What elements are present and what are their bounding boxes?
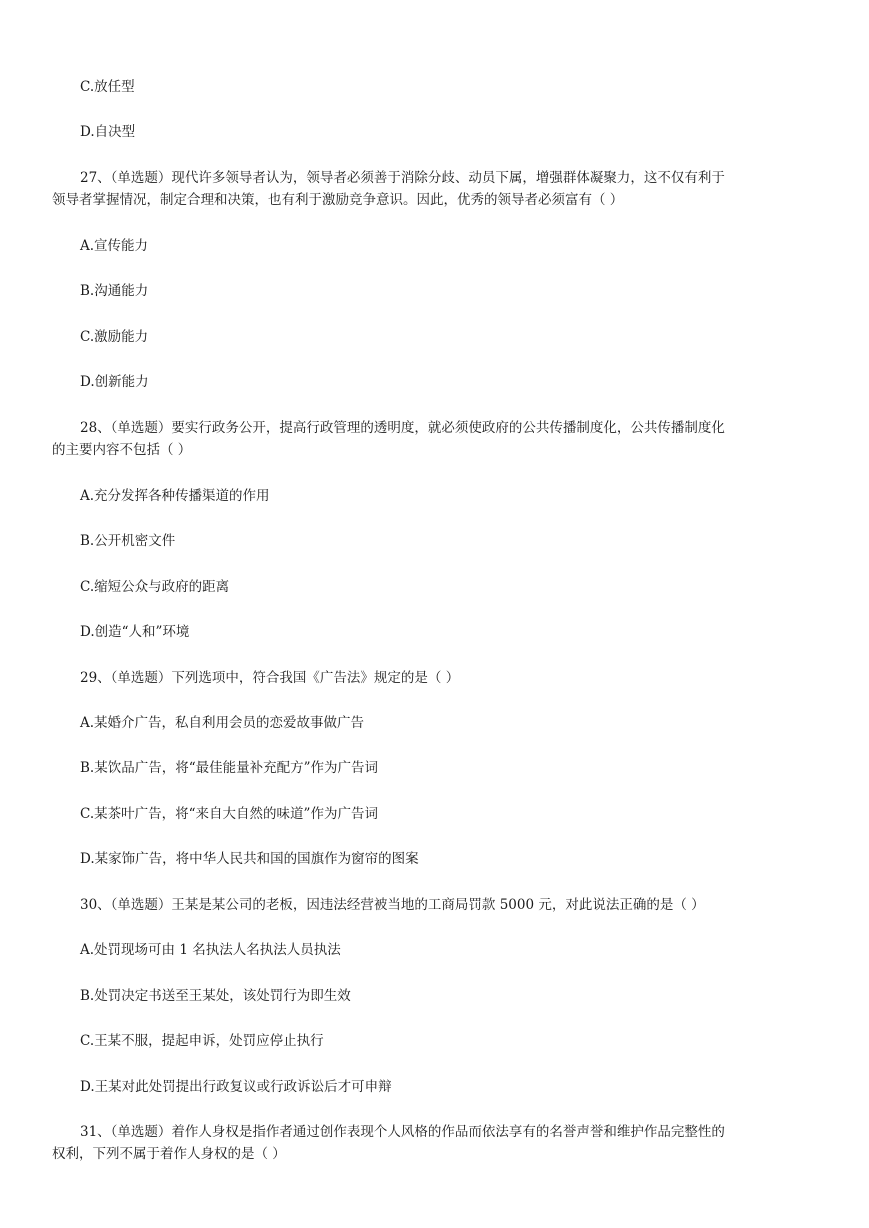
option-line: A.宣传能力 xyxy=(80,238,149,254)
option-line: D.创新能力 xyxy=(80,374,149,390)
option-line: C.王某不服，提起申诉，处罚应停止执行 xyxy=(80,1033,324,1049)
option-line: D.自决型 xyxy=(80,124,136,140)
option-line: A.充分发挥各种传播渠道的作用 xyxy=(80,488,270,504)
question-stem: 31、（单选题）着作人身权是指作者通过创作表现个人风格的作品而依法享有的名誉声誉和维护作品完整性的 xyxy=(80,1124,725,1140)
option-line: B.某饮品广告，将“最佳能量补充配方”作为广告词 xyxy=(80,760,379,776)
option-line: C.放任型 xyxy=(80,79,135,95)
question-stem-continued: 权利，下列不属于着作人身权的是（ ） xyxy=(52,1146,286,1162)
question-stem: 30、（单选题）王某是某公司的老板，因违法经营被当地的工商局罚款 5000 元，对此说法正确的是（ ） xyxy=(80,897,705,913)
question-stem-continued: 领导者掌握情况，制定合理和决策，也有利于激励竞争意识。因此，优秀的领导者必须富有（ ） xyxy=(52,192,624,208)
option-line: B.沟通能力 xyxy=(80,283,149,299)
option-line: C.某茶叶广告，将“来自大自然的味道”作为广告词 xyxy=(80,806,378,822)
option-line: D.创造“人和”环境 xyxy=(80,624,190,640)
question-stem: 29、（单选题）下列选项中，符合我国《广告法》规定的是（ ） xyxy=(80,670,460,686)
option-line: C.激励能力 xyxy=(80,329,149,345)
question-stem: 28、（单选题）要实行政务公开，提高行政管理的透明度，就必须使政府的公共传播制度化，公共传播制度化 xyxy=(80,420,725,436)
question-stem-continued: 的主要内容不包括（ ） xyxy=(52,442,192,458)
option-line: B.公开机密文件 xyxy=(80,533,176,549)
option-line: B.处罚决定书送至王某处，该处罚行为即生效 xyxy=(80,988,351,1004)
option-line: A.处罚现场可由 1 名执法人名执法人员执法 xyxy=(80,942,341,958)
option-line: D.王某对此处罚提出行政复议或行政诉讼后才可申辩 xyxy=(80,1079,392,1095)
option-line: D.某家饰广告，将中华人民共和国的国旗作为窗帘的图案 xyxy=(80,851,419,867)
question-stem: 27、（单选题）现代许多领导者认为，领导者必须善于消除分歧、动员下属，增强群体凝聚力，这不仅有利于 xyxy=(80,170,725,186)
option-line: A.某婚介广告，私自利用会员的恋爱故事做广告 xyxy=(80,715,365,731)
option-line: C.缩短公众与政府的距离 xyxy=(80,579,230,595)
